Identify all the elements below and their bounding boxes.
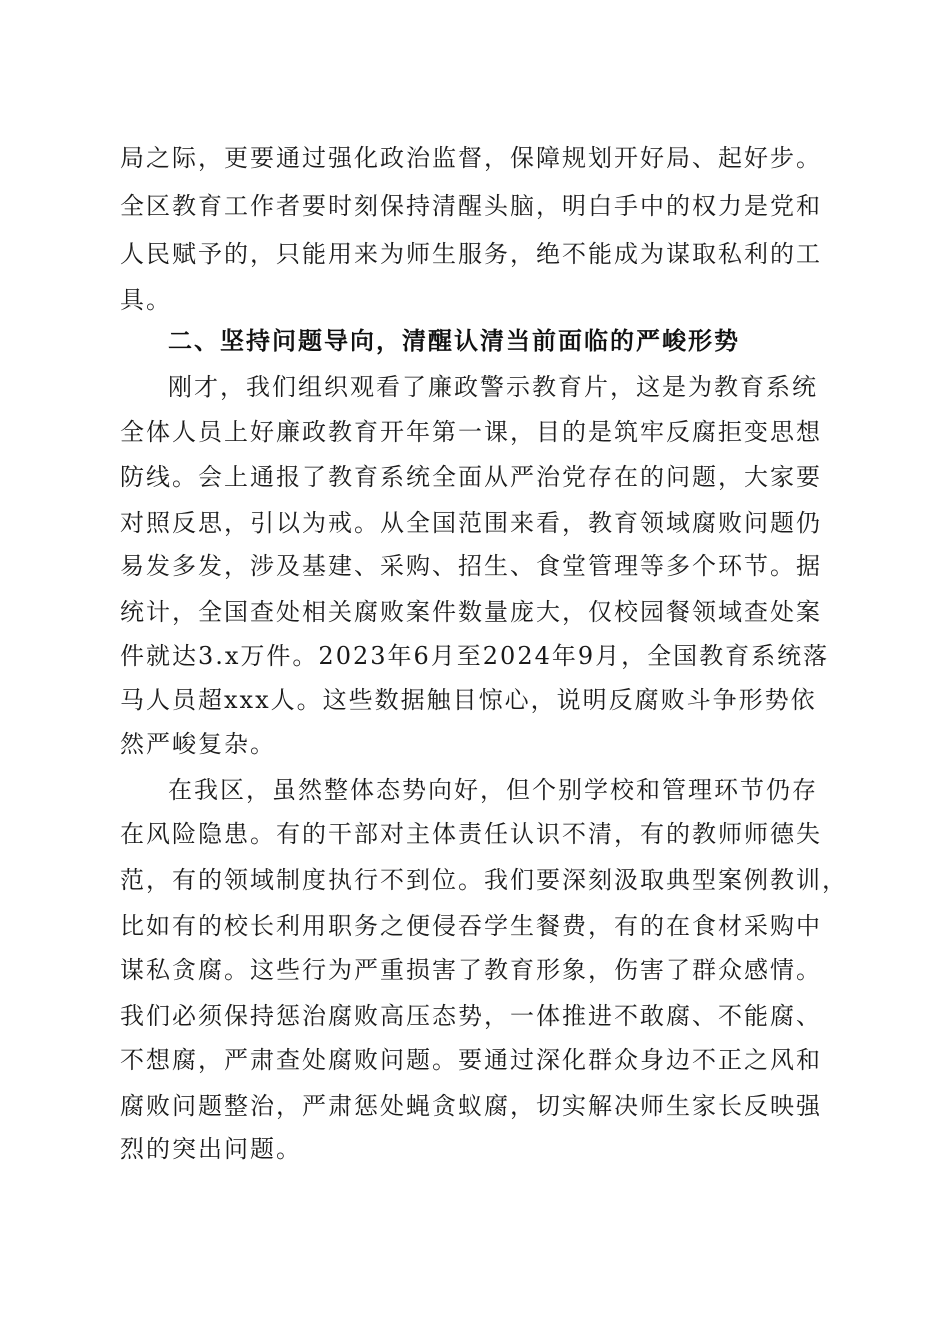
text-line: 刚才，我们组织观看了廉政警示教育片，这是为教育系统 bbox=[168, 373, 818, 401]
text-line: 件就达3.x万件。2023年6月至2024年9月，全国教育系统落 bbox=[120, 642, 830, 670]
text-line: 不想腐，严肃查处腐败问题。要通过深化群众身边不正之风和 bbox=[120, 1046, 822, 1074]
section-heading-text: 二、坚持问题导向，清醒认清当前面临的严峻形势 bbox=[168, 327, 740, 355]
text-line: 易发多发，涉及基建、采购、招生、食堂管理等多个环节。据 bbox=[120, 552, 822, 580]
text-line: 在我区，虽然整体态势向好，但个别学校和管理环节仍存 bbox=[168, 776, 818, 804]
text-line: 谋私贪腐。这些行为严重损害了教育形象，伤害了群众感情。 bbox=[120, 956, 822, 984]
text-line: 对照反思，引以为戒。从全国范围来看，教育领域腐败问题仍 bbox=[120, 509, 822, 537]
text-line: 人民赋予的，只能用来为师生服务，绝不能成为谋取私利的工 bbox=[120, 240, 822, 268]
text-line: 在风险隐患。有的干部对主体责任认识不清，有的教师师德失 bbox=[120, 820, 822, 848]
text-line: 范，有的领域制度执行不到位。我们要深刻汲取典型案例教训， bbox=[120, 866, 848, 894]
text-line: 全体人员上好廉政教育开年第一课，目的是筑牢反腐拒变思想 bbox=[120, 418, 822, 446]
text-line: 具。 bbox=[120, 286, 172, 314]
text-line: 统计，全国查处相关腐败案件数量庞大，仅校园餐领域查处案 bbox=[120, 598, 822, 626]
text-line: 比如有的校长利用职务之便侵吞学生餐费，有的在食材采购中 bbox=[120, 912, 822, 940]
text-line: 我们必须保持惩治腐败高压态势，一体推进不敢腐、不能腐、 bbox=[120, 1002, 822, 1030]
text-line: 防线。会上通报了教育系统全面从严治党存在的问题，大家要 bbox=[120, 463, 822, 491]
text-line: 马人员超xxx人。这些数据触目惊心，说明反腐败斗争形势依 bbox=[120, 686, 817, 714]
text-line: 烈的突出问题。 bbox=[120, 1135, 302, 1163]
text-line: 全区教育工作者要时刻保持清醒头脑，明白手中的权力是党和 bbox=[120, 192, 822, 220]
text-line: 局之际，更要通过强化政治监督，保障规划开好局、起好步。 bbox=[120, 144, 822, 172]
text-line: 腐败问题整治，严肃惩处蝇贪蚁腐，切实解决师生家长反映强 bbox=[120, 1092, 822, 1120]
text-line: 然严峻复杂。 bbox=[120, 730, 276, 758]
